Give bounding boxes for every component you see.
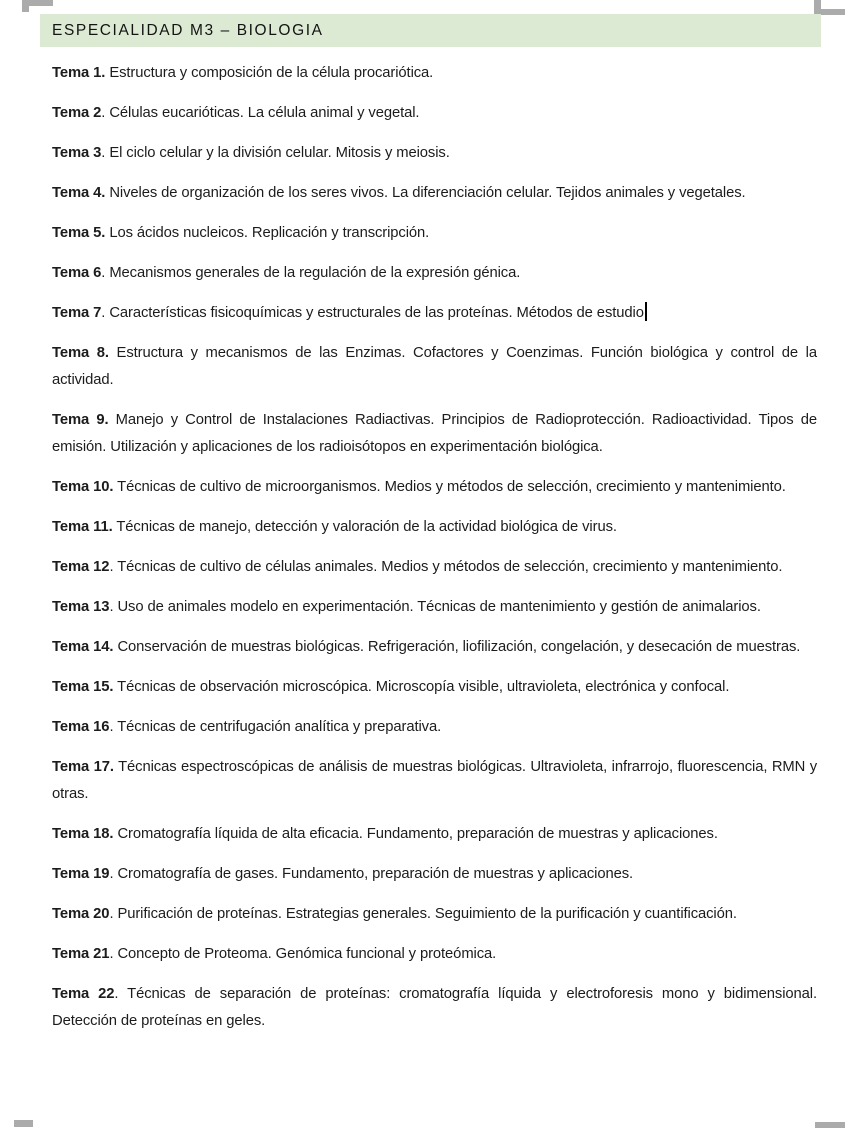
topic-paragraph[interactable]: [52, 634, 817, 661]
topic-paragraph[interactable]: [52, 140, 817, 167]
topic-body[interactable]: . Cromatografía de gases. Fundamento, preparación de muestras y aplicaciones.: [109, 866, 634, 882]
topic-body[interactable]: . Concepto de Proteoma. Genómica funcional y proteómica.: [109, 946, 497, 962]
topic-label[interactable]: Tema 7: [52, 305, 102, 321]
section-title[interactable]: ESPECIALIDAD M3 – BIOLOGIA: [52, 22, 324, 39]
topic-body[interactable]: Manejo y Control de Instalaciones Radiactivas. Principios de Radioprotección. Radioactividad. Tipos de emisión. Utilización y aplicaciones de los radioisótopos en experimentación biológica.: [52, 412, 817, 455]
topic-body[interactable]: . Técnicas de separación de proteínas: cromatografía líquida y electroforesis mono y bidimensional. Detección de proteínas en geles.: [52, 986, 817, 1029]
topic-label[interactable]: Tema 12: [52, 559, 110, 575]
topic-body[interactable]: Cromatografía líquida de alta eficacia. Fundamento, preparación de muestras y aplicaciones.: [113, 826, 718, 842]
topic-label[interactable]: Tema 16: [52, 719, 110, 735]
topic-label[interactable]: Tema 10.: [52, 479, 114, 495]
topic-label[interactable]: Tema 6: [52, 265, 102, 281]
topic-label[interactable]: Tema 1.: [52, 65, 106, 81]
topic-label[interactable]: Tema 14.: [52, 639, 114, 655]
topic-body[interactable]: Técnicas espectroscópicas de análisis de muestras biológicas. Ultravioleta, infrarrojo, fluorescencia, RMN y otras.: [52, 759, 817, 802]
topic-paragraph[interactable]: [52, 300, 817, 327]
topic-paragraph[interactable]: [52, 941, 817, 968]
topic-body[interactable]: Los ácidos nucleicos. Replicación y transcripción.: [105, 225, 430, 241]
topic-body[interactable]: . Células eucarióticas. La célula animal y vegetal.: [101, 105, 420, 121]
topic-body[interactable]: Estructura y mecanismos de las Enzimas. Cofactores y Coenzimas. Función biológica y control de la actividad.: [52, 345, 817, 388]
topic-paragraph[interactable]: [52, 100, 817, 127]
crop-mark-bar: [815, 1122, 845, 1128]
topic-paragraph[interactable]: [52, 714, 817, 741]
topic-label[interactable]: Tema 8.: [52, 345, 109, 361]
document-body[interactable]: [52, 60, 817, 1048]
topic-paragraph[interactable]: [52, 340, 817, 394]
topic-body[interactable]: . El ciclo celular y la división celular. Mitosis y meiosis.: [101, 145, 450, 161]
topic-body[interactable]: . Uso de animales modelo en experimentación. Técnicas de mantenimiento y gestión de animalarios.: [109, 599, 761, 615]
topic-paragraph[interactable]: [52, 861, 817, 888]
topic-paragraph[interactable]: [52, 981, 817, 1035]
topic-body[interactable]: . Mecanismos generales de la regulación de la expresión génica.: [101, 265, 521, 281]
topic-label[interactable]: Tema 21: [52, 946, 110, 962]
topic-label[interactable]: Tema 19: [52, 866, 110, 882]
topic-paragraph[interactable]: [52, 514, 817, 541]
topic-label[interactable]: Tema 11.: [52, 519, 113, 535]
topic-body[interactable]: Técnicas de manejo, detección y valoración de la actividad biológica de virus.: [112, 519, 617, 535]
topic-paragraph[interactable]: [52, 474, 817, 501]
crop-mark-bar: [814, 0, 821, 9]
topic-label[interactable]: Tema 18.: [52, 826, 114, 842]
topic-label[interactable]: Tema 4.: [52, 185, 106, 201]
topic-paragraph[interactable]: [52, 754, 817, 808]
topic-body[interactable]: Conservación de muestras biológicas. Refrigeración, liofilización, congelación, y desecación de muestras.: [113, 639, 801, 655]
topic-label[interactable]: Tema 5.: [52, 225, 106, 241]
topic-body[interactable]: . Técnicas de cultivo de células animales. Medios y métodos de selección, crecimiento y mantenimiento.: [109, 559, 783, 575]
topic-body[interactable]: Técnicas de observación microscópica. Microscopía visible, ultravioleta, electrónica y confocal.: [113, 679, 730, 695]
topic-label[interactable]: Tema 9.: [52, 412, 109, 428]
topic-label[interactable]: Tema 22: [52, 986, 115, 1002]
topic-paragraph[interactable]: [52, 180, 817, 207]
topic-label[interactable]: Tema 15.: [52, 679, 114, 695]
topic-body[interactable]: Estructura y composición de la célula procariótica.: [105, 65, 434, 81]
topic-paragraph[interactable]: [52, 674, 817, 701]
topic-paragraph[interactable]: [52, 407, 817, 461]
topic-paragraph[interactable]: [52, 594, 817, 621]
topic-paragraph[interactable]: [52, 821, 817, 848]
topic-paragraph[interactable]: [52, 220, 817, 247]
topic-label[interactable]: Tema 2: [52, 105, 102, 121]
topic-label[interactable]: Tema 17.: [52, 759, 114, 775]
topic-paragraph[interactable]: [52, 901, 817, 928]
section-header-band[interactable]: [40, 14, 821, 47]
topic-label[interactable]: Tema 13: [52, 599, 110, 615]
topic-body[interactable]: . Purificación de proteínas. Estrategias generales. Seguimiento de la purificación y cuantificación.: [109, 906, 737, 922]
crop-mark-bar: [22, 6, 29, 12]
text-cursor: [645, 302, 647, 321]
crop-mark-bar: [14, 1120, 33, 1127]
topic-label[interactable]: Tema 20: [52, 906, 110, 922]
topic-paragraph[interactable]: [52, 260, 817, 287]
topic-label[interactable]: Tema 3: [52, 145, 102, 161]
topic-paragraph[interactable]: [52, 60, 817, 87]
topic-body[interactable]: . Características fisicoquímicas y estructurales de las proteínas. Métodos de estudio: [101, 305, 644, 321]
topic-body[interactable]: Técnicas de cultivo de microorganismos. Medios y métodos de selección, crecimiento y mantenimiento.: [113, 479, 786, 495]
topic-paragraph[interactable]: [52, 554, 817, 581]
topic-body[interactable]: . Técnicas de centrifugación analítica y preparativa.: [109, 719, 442, 735]
topic-body[interactable]: Niveles de organización de los seres vivos. La diferenciación celular. Tejidos animales y vegetales.: [105, 185, 746, 201]
